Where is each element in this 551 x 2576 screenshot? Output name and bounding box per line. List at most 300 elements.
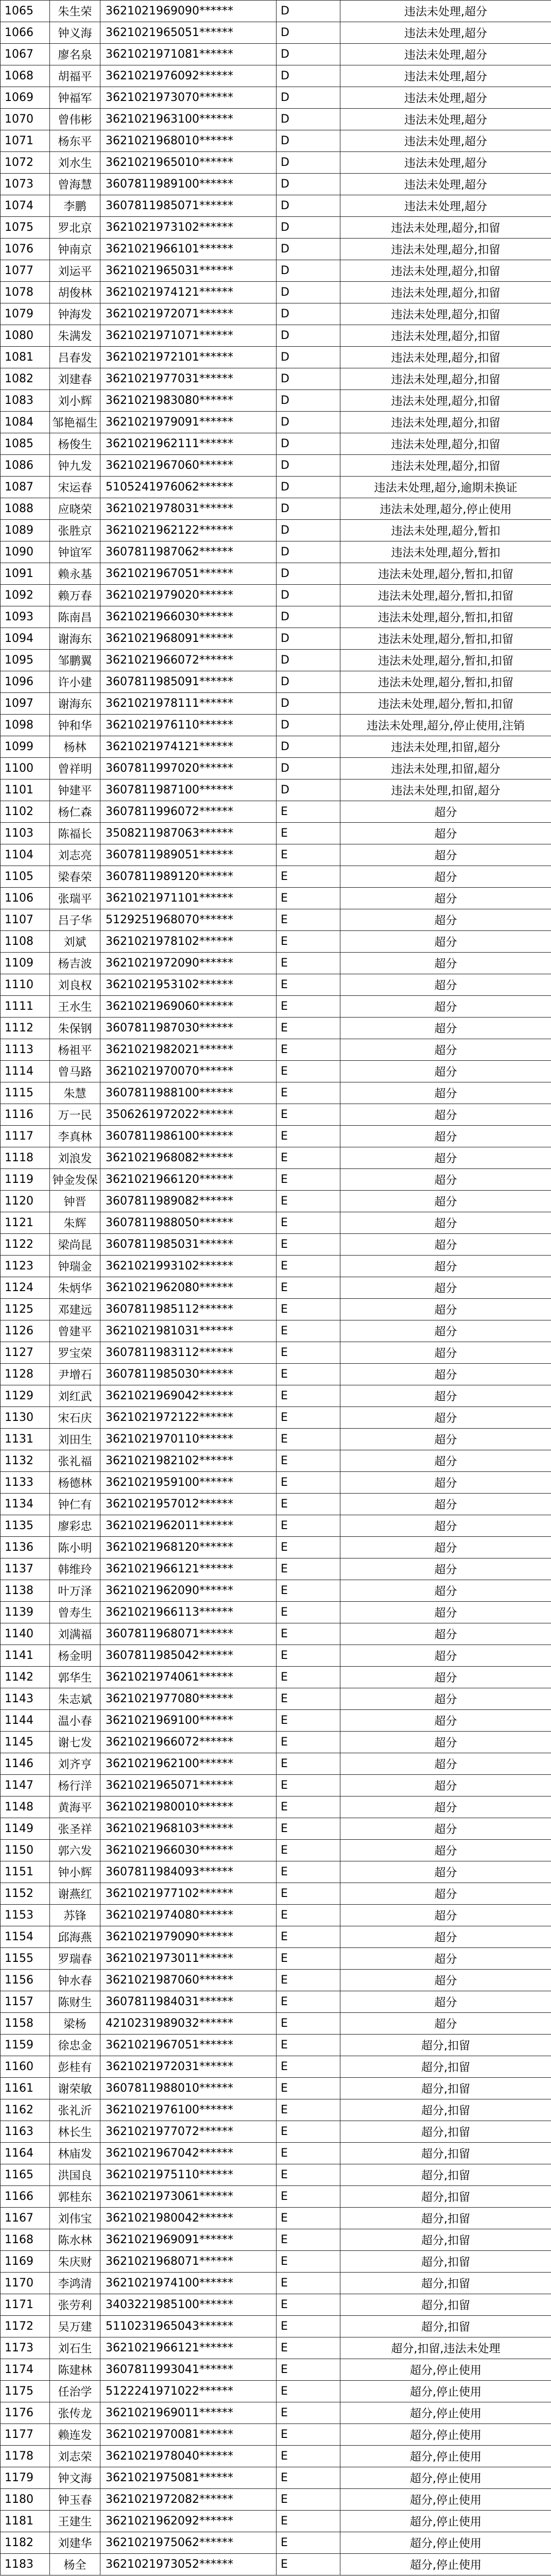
id-number-cell: 3621021969091******	[100, 2229, 277, 2251]
status-reason-cell: 违法未处理,超分,停止使用	[340, 498, 551, 520]
driver-name-cell: 宋石庆	[50, 1407, 100, 1429]
id-number-cell: 3621021966072******	[100, 650, 277, 671]
driver-name-cell: 刘斌	[50, 931, 100, 953]
driver-name-cell: 刘良权	[50, 974, 100, 996]
id-number-cell: 3607811989120******	[100, 866, 277, 888]
status-reason-cell: 违法未处理,超分	[340, 109, 551, 130]
row-number-cell: 1163	[1, 2121, 50, 2143]
table-row	[1, 2511, 551, 2532]
grade-cell: D	[277, 606, 340, 628]
driver-name-cell: 钟水春	[50, 1970, 100, 1991]
row-number-cell: 1160	[1, 2056, 50, 2078]
id-number-cell: 3621021979091******	[100, 412, 277, 433]
status-reason-cell: 超分,停止使用	[340, 2511, 551, 2532]
status-reason-cell: 超分,扣留	[340, 2143, 551, 2164]
status-reason-cell: 超分	[340, 1018, 551, 1039]
row-number-cell: 1083	[1, 390, 50, 412]
status-reason-cell: 超分,扣留	[340, 2316, 551, 2337]
driver-name-cell: 张瑞平	[50, 888, 100, 909]
status-reason-cell: 违法未处理,超分	[340, 174, 551, 195]
row-number-cell: 1181	[1, 2511, 50, 2532]
driver-name-cell: 赖连发	[50, 2424, 100, 2446]
status-reason-cell: 超分	[340, 1667, 551, 1688]
id-number-cell: 5110231965043******	[100, 2316, 277, 2337]
grade-cell: E	[277, 2121, 340, 2143]
id-number-cell: 3607811989082******	[100, 1191, 277, 1212]
status-reason-cell: 超分,扣留	[340, 2186, 551, 2208]
status-reason-cell: 超分	[340, 1580, 551, 1602]
status-reason-cell: 超分,扣留	[340, 2056, 551, 2078]
grade-cell: E	[277, 2402, 340, 2424]
status-reason-cell: 违法未处理,超分	[340, 152, 551, 174]
table-row	[1, 1472, 551, 1494]
table-row	[1, 2381, 551, 2402]
row-number-cell: 1170	[1, 2273, 50, 2294]
driver-name-cell: 杨俊生	[50, 433, 100, 455]
status-reason-cell: 超分	[340, 823, 551, 844]
id-number-cell: 3621021973061******	[100, 2186, 277, 2208]
id-number-cell: 3621021969060******	[100, 996, 277, 1018]
driver-name-cell: 刘田生	[50, 1429, 100, 1450]
table-row	[1, 736, 551, 758]
row-number-cell: 1176	[1, 2402, 50, 2424]
id-number-cell: 3607811988010******	[100, 2078, 277, 2099]
table-row	[1, 2532, 551, 2554]
driver-name-cell: 陈南昌	[50, 606, 100, 628]
table-row	[1, 1256, 551, 1277]
status-reason-cell: 超分	[340, 1710, 551, 1732]
table-row	[1, 1385, 551, 1407]
table-row	[1, 1018, 551, 1039]
id-number-cell: 3621021965071******	[100, 1775, 277, 1797]
driver-name-cell: 张劳利	[50, 2294, 100, 2316]
row-number-cell: 1164	[1, 2143, 50, 2164]
id-number-cell: 3621021970070******	[100, 1061, 277, 1082]
status-reason-cell: 超分	[340, 1212, 551, 1234]
id-number-cell: 3621021968091******	[100, 628, 277, 650]
row-number-cell: 1126	[1, 1320, 50, 1342]
status-reason-cell: 超分	[340, 1191, 551, 1212]
grade-cell: E	[277, 2316, 340, 2337]
driver-name-cell: 吕子华	[50, 909, 100, 931]
grade-cell: D	[277, 195, 340, 217]
row-number-cell: 1115	[1, 1082, 50, 1104]
grade-cell: E	[277, 2489, 340, 2511]
row-number-cell: 1111	[1, 996, 50, 1018]
table-row	[1, 44, 551, 65]
row-number-cell: 1101	[1, 779, 50, 801]
driver-name-cell: 陈建林	[50, 2359, 100, 2381]
row-number-cell: 1178	[1, 2446, 50, 2467]
grade-cell: D	[277, 260, 340, 282]
status-reason-cell: 超分,扣留	[340, 2273, 551, 2294]
id-number-cell: 3621021974100******	[100, 2273, 277, 2294]
table-row	[1, 1407, 551, 1429]
row-number-cell: 1166	[1, 2186, 50, 2208]
status-reason-cell: 违法未处理,超分,暂扣,扣留	[340, 628, 551, 650]
row-number-cell: 1099	[1, 736, 50, 758]
status-reason-cell: 违法未处理,超分,暂扣	[340, 541, 551, 563]
table-row	[1, 1450, 551, 1472]
row-number-cell: 1180	[1, 2489, 50, 2511]
grade-cell: E	[277, 1126, 340, 1147]
table-row	[1, 2446, 551, 2467]
row-number-cell: 1088	[1, 498, 50, 520]
id-number-cell: 5129251968070******	[100, 909, 277, 931]
grade-cell: D	[277, 693, 340, 715]
grade-cell: E	[277, 1515, 340, 1537]
row-number-cell: 1137	[1, 1558, 50, 1580]
row-number-cell: 1076	[1, 239, 50, 260]
grade-cell: D	[277, 239, 340, 260]
id-number-cell: 3621021975062******	[100, 2532, 277, 2554]
driver-name-cell: 罗宝荣	[50, 1342, 100, 1364]
grade-cell: E	[277, 2078, 340, 2099]
id-number-cell: 3621021967042******	[100, 2143, 277, 2164]
grade-cell: E	[277, 2251, 340, 2273]
id-number-cell: 3607811984093******	[100, 1861, 277, 1883]
grade-cell: D	[277, 44, 340, 65]
id-number-cell: 3621021959100******	[100, 1472, 277, 1494]
id-number-cell: 3621021969090******	[100, 1, 277, 22]
id-number-cell: 3607811985030******	[100, 1364, 277, 1385]
id-number-cell: 3607811988100******	[100, 1082, 277, 1104]
id-number-cell: 3621021978102******	[100, 931, 277, 953]
table-row	[1, 931, 551, 953]
row-number-cell: 1114	[1, 1061, 50, 1082]
id-number-cell: 3621021979020******	[100, 585, 277, 606]
table-row	[1, 2056, 551, 2078]
row-number-cell: 1151	[1, 1861, 50, 1883]
table-row	[1, 1299, 551, 1320]
table-row	[1, 1, 551, 22]
status-reason-cell: 违法未处理,超分	[340, 130, 551, 152]
driver-name-cell: 钟九发	[50, 455, 100, 477]
row-number-cell: 1129	[1, 1385, 50, 1407]
grade-cell: E	[277, 1299, 340, 1320]
table-row	[1, 2121, 551, 2143]
driver-name-cell: 杨东平	[50, 130, 100, 152]
id-number-cell: 3621021969042******	[100, 1385, 277, 1407]
status-reason-cell: 超分,扣留	[340, 2121, 551, 2143]
row-number-cell: 1092	[1, 585, 50, 606]
row-number-cell: 1179	[1, 2467, 50, 2489]
id-number-cell: 3621021973011******	[100, 1948, 277, 1970]
grade-cell: E	[277, 866, 340, 888]
grade-cell: E	[277, 1342, 340, 1364]
driver-name-cell: 谢荣敏	[50, 2078, 100, 2099]
table-row	[1, 65, 551, 87]
grade-cell: E	[277, 2143, 340, 2164]
table-row	[1, 2273, 551, 2294]
id-number-cell: 3621021993102******	[100, 1256, 277, 1277]
row-number-cell: 1134	[1, 1494, 50, 1515]
table-row	[1, 1191, 551, 1212]
row-number-cell: 1100	[1, 758, 50, 779]
row-number-cell: 1140	[1, 1623, 50, 1645]
driver-name-cell: 刘志荣	[50, 2446, 100, 2467]
row-number-cell: 1095	[1, 650, 50, 671]
row-number-cell: 1147	[1, 1775, 50, 1797]
row-number-cell: 1131	[1, 1429, 50, 1450]
grade-cell: E	[277, 2164, 340, 2186]
status-reason-cell: 超分	[340, 1905, 551, 1926]
grade-cell: E	[277, 801, 340, 823]
id-number-cell: 3621021969011******	[100, 2402, 277, 2424]
id-number-cell: 3508211987063******	[100, 823, 277, 844]
status-reason-cell: 超分,扣留	[340, 2294, 551, 2316]
driver-name-cell: 赖万春	[50, 585, 100, 606]
status-reason-cell: 超分	[340, 1797, 551, 1818]
status-reason-cell: 超分	[340, 801, 551, 823]
status-reason-cell: 违法未处理,超分,扣留	[340, 347, 551, 368]
id-number-cell: 3621021967051******	[100, 2035, 277, 2056]
id-number-cell: 3621021966101******	[100, 239, 277, 260]
id-number-cell: 3607811985071******	[100, 195, 277, 217]
grade-cell: E	[277, 2446, 340, 2467]
row-number-cell: 1130	[1, 1407, 50, 1429]
driver-name-cell: 陈福长	[50, 823, 100, 844]
grade-cell: E	[277, 1948, 340, 1970]
grade-cell: E	[277, 844, 340, 866]
table-row	[1, 347, 551, 368]
id-number-cell: 3607811985031******	[100, 1234, 277, 1256]
grade-cell: D	[277, 455, 340, 477]
driver-name-cell: 梁杨	[50, 2013, 100, 2035]
id-number-cell: 3621021966030******	[100, 1840, 277, 1861]
driver-name-cell: 廖彩忠	[50, 1515, 100, 1537]
row-number-cell: 1112	[1, 1018, 50, 1039]
status-reason-cell: 违法未处理,超分	[340, 44, 551, 65]
grade-cell: E	[277, 2532, 340, 2554]
id-number-cell: 3621021975081******	[100, 2467, 277, 2489]
grade-cell: E	[277, 1623, 340, 1645]
grade-cell: E	[277, 1147, 340, 1169]
table-row	[1, 1061, 551, 1082]
driver-name-cell: 洪国良	[50, 2164, 100, 2186]
row-number-cell: 1139	[1, 1602, 50, 1623]
grade-cell: E	[277, 1970, 340, 1991]
status-reason-cell: 超分	[340, 1126, 551, 1147]
driver-name-cell: 郭六发	[50, 1840, 100, 1861]
row-number-cell: 1091	[1, 563, 50, 585]
table-row	[1, 1537, 551, 1558]
status-reason-cell: 超分,扣留	[340, 2035, 551, 2056]
id-number-cell: 3621021972122******	[100, 1407, 277, 1429]
status-reason-cell: 超分,停止使用	[340, 2381, 551, 2402]
driver-name-cell: 朱炳华	[50, 1277, 100, 1299]
id-number-cell: 3621021962122******	[100, 520, 277, 541]
row-number-cell: 1069	[1, 87, 50, 109]
table-row	[1, 1861, 551, 1883]
status-reason-cell: 超分	[340, 1039, 551, 1061]
id-number-cell: 3621021983080******	[100, 390, 277, 412]
table-row	[1, 87, 551, 109]
table-row	[1, 1905, 551, 1926]
id-number-cell: 3621021972101******	[100, 347, 277, 368]
grade-cell: D	[277, 130, 340, 152]
id-number-cell: 3621021965010******	[100, 152, 277, 174]
status-reason-cell: 违法未处理,扣留,超分	[340, 758, 551, 779]
row-number-cell: 1117	[1, 1126, 50, 1147]
id-number-cell: 3621021970110******	[100, 1429, 277, 1450]
driver-name-cell: 刘运平	[50, 260, 100, 282]
row-number-cell: 1167	[1, 2208, 50, 2229]
grade-cell: E	[277, 1277, 340, 1299]
table-row	[1, 1039, 551, 1061]
grade-cell: E	[277, 2511, 340, 2532]
row-number-cell: 1183	[1, 2554, 50, 2575]
table-row	[1, 953, 551, 974]
table-row	[1, 2316, 551, 2337]
driver-name-cell: 杨林	[50, 736, 100, 758]
table-row	[1, 2013, 551, 2035]
status-reason-cell: 超分,停止使用	[340, 2359, 551, 2381]
id-number-cell: 3506261972022******	[100, 1104, 277, 1126]
status-reason-cell: 违法未处理,超分,暂扣,扣留	[340, 693, 551, 715]
status-reason-cell: 违法未处理,超分,扣留	[340, 239, 551, 260]
driver-name-cell: 刘红武	[50, 1385, 100, 1407]
table-row	[1, 779, 551, 801]
driver-name-cell: 张圣祥	[50, 1818, 100, 1840]
table-row	[1, 606, 551, 628]
id-number-cell: 3621021971081******	[100, 44, 277, 65]
table-row	[1, 1602, 551, 1623]
table-row	[1, 498, 551, 520]
table-row	[1, 628, 551, 650]
grade-cell: D	[277, 498, 340, 520]
status-reason-cell: 超分	[340, 1407, 551, 1429]
row-number-cell: 1103	[1, 823, 50, 844]
table-row	[1, 260, 551, 282]
driver-name-cell: 刘水生	[50, 152, 100, 174]
table-row	[1, 563, 551, 585]
row-number-cell: 1087	[1, 477, 50, 498]
row-number-cell: 1158	[1, 2013, 50, 2035]
status-reason-cell: 超分	[340, 1494, 551, 1515]
driver-name-cell: 杨祖平	[50, 1039, 100, 1061]
id-number-cell: 3621021974121******	[100, 282, 277, 303]
driver-name-cell: 杨金明	[50, 1645, 100, 1667]
id-number-cell: 3621021962092******	[100, 2511, 277, 2532]
row-number-cell: 1096	[1, 671, 50, 693]
status-reason-cell: 违法未处理,超分,停止使用,注销	[340, 715, 551, 736]
row-number-cell: 1162	[1, 2099, 50, 2121]
driver-name-cell: 钟仁有	[50, 1494, 100, 1515]
table-row	[1, 1970, 551, 1991]
table-row	[1, 2186, 551, 2208]
row-number-cell: 1124	[1, 1277, 50, 1299]
table-row	[1, 2294, 551, 2316]
table-row	[1, 477, 551, 498]
table-row	[1, 2035, 551, 2056]
table-row	[1, 1688, 551, 1710]
row-number-cell: 1090	[1, 541, 50, 563]
id-number-cell: 3621021968082******	[100, 1147, 277, 1169]
table-body	[1, 1, 551, 2575]
status-reason-cell: 超分	[340, 1147, 551, 1169]
grade-cell: E	[277, 1082, 340, 1104]
status-reason-cell: 超分	[340, 1991, 551, 2013]
table-row	[1, 2467, 551, 2489]
driver-name-cell: 刘志亮	[50, 844, 100, 866]
row-number-cell: 1146	[1, 1753, 50, 1775]
table-row	[1, 2424, 551, 2446]
row-number-cell: 1077	[1, 260, 50, 282]
row-number-cell: 1104	[1, 844, 50, 866]
grade-cell: E	[277, 2013, 340, 2035]
driver-name-cell: 钟谊军	[50, 541, 100, 563]
driver-name-cell: 苏锋	[50, 1905, 100, 1926]
id-number-cell: 3621021967051******	[100, 563, 277, 585]
driver-name-cell: 吕春发	[50, 347, 100, 368]
id-number-cell: 3607811988050******	[100, 1212, 277, 1234]
table-row	[1, 974, 551, 996]
driver-name-cell: 陈财生	[50, 1991, 100, 2013]
status-reason-cell: 违法未处理,超分,暂扣,扣留	[340, 650, 551, 671]
grade-cell: E	[277, 2337, 340, 2359]
table-row	[1, 2164, 551, 2186]
driver-name-cell: 谢海东	[50, 628, 100, 650]
grade-cell: D	[277, 628, 340, 650]
id-number-cell: 3607811987100******	[100, 779, 277, 801]
status-reason-cell: 违法未处理,超分,扣留	[340, 217, 551, 239]
driver-name-cell: 谢七发	[50, 1732, 100, 1753]
table-row	[1, 888, 551, 909]
row-number-cell: 1150	[1, 1840, 50, 1861]
status-reason-cell: 超分	[340, 1234, 551, 1256]
row-number-cell: 1171	[1, 2294, 50, 2316]
row-number-cell: 1072	[1, 152, 50, 174]
grade-cell: E	[277, 2208, 340, 2229]
table-row	[1, 1883, 551, 1905]
grade-cell: E	[277, 953, 340, 974]
driver-name-cell: 刘伟宝	[50, 2208, 100, 2229]
driver-name-cell: 林长生	[50, 2121, 100, 2143]
id-number-cell: 3621021957012******	[100, 1494, 277, 1515]
id-number-cell: 3607811986100******	[100, 1126, 277, 1147]
driver-name-cell: 任治学	[50, 2381, 100, 2402]
status-reason-cell: 超分,停止使用	[340, 2467, 551, 2489]
grade-cell: D	[277, 347, 340, 368]
grade-cell: D	[277, 585, 340, 606]
driver-name-cell: 曾建平	[50, 1320, 100, 1342]
table-row	[1, 1926, 551, 1948]
row-number-cell: 1128	[1, 1364, 50, 1385]
status-reason-cell: 超分,扣留	[340, 2251, 551, 2273]
status-reason-cell: 违法未处理,超分,扣留	[340, 412, 551, 433]
driver-name-cell: 朱庆财	[50, 2251, 100, 2273]
row-number-cell: 1152	[1, 1883, 50, 1905]
grade-cell: E	[277, 1212, 340, 1234]
row-number-cell: 1138	[1, 1580, 50, 1602]
driver-name-cell: 钟海发	[50, 303, 100, 325]
driver-name-cell: 郭桂东	[50, 2186, 100, 2208]
id-number-cell: 3621021962011******	[100, 1515, 277, 1537]
table-row	[1, 1753, 551, 1775]
status-reason-cell: 超分	[340, 1342, 551, 1364]
grade-cell: E	[277, 2035, 340, 2056]
grade-cell: E	[277, 2554, 340, 2575]
driver-name-cell: 梁尚昆	[50, 1234, 100, 1256]
table-row	[1, 2251, 551, 2273]
row-number-cell: 1085	[1, 433, 50, 455]
id-number-cell: 3621021982021******	[100, 1039, 277, 1061]
grade-cell: E	[277, 1905, 340, 1926]
grade-cell: E	[277, 1061, 340, 1082]
id-number-cell: 3621021978111******	[100, 693, 277, 715]
grade-cell: D	[277, 736, 340, 758]
